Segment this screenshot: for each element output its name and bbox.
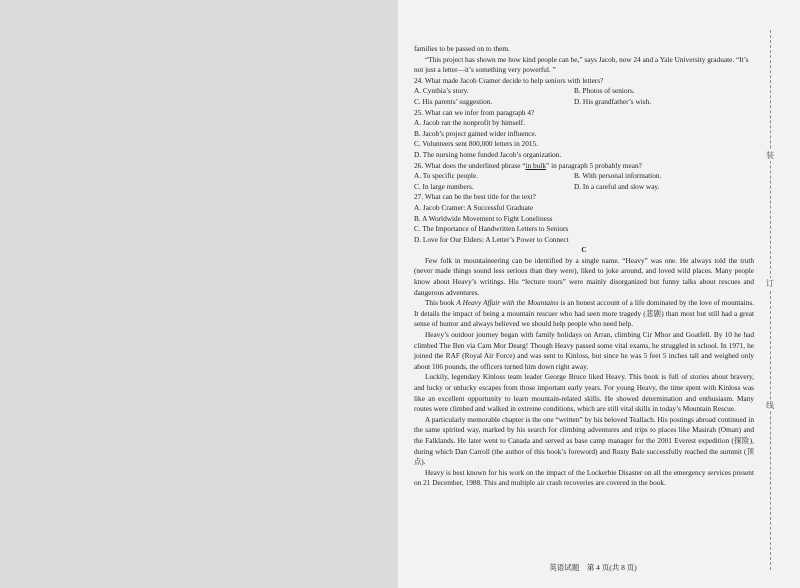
option-d: D. Love for Our Elders: A Letter’s Power to Connect	[414, 234, 569, 244]
question-stem: 27. What can be the best title for the text?	[414, 192, 536, 202]
question-27	[414, 192, 754, 245]
question-25	[414, 108, 754, 161]
page-footer: 英语试题 第 4 页(共 8 页)	[549, 563, 637, 572]
stem-part: ” in paragraph 5 probably mean?	[546, 160, 642, 170]
option-d: D. The nursing home funded Jacob’s organization.	[414, 149, 562, 159]
option-c: C. His parents’ suggestion.	[414, 96, 493, 106]
question-24	[414, 76, 754, 108]
option-b: B. Jacob’s project gained wider influence.	[414, 128, 537, 138]
option-b: B. Photos of seniors.	[574, 86, 635, 96]
passage-paragraph: Heavy’s outdoor journey began with family holidays on Arran, climbing Cir Mhor and Goatfell. By 10 he had climbed The Ben via Carn Mor Dearg! Though Heavy passed some vital exams, he struggled in school. In 1971, he joined the RAF (Royal Air Force) and was sent to Kinloss, but since he was 5 feet 5 inches tall and weighed only about 106 pounds, the officers turned him down right away.	[414, 330, 754, 371]
question-stem	[414, 161, 754, 172]
option-c: C. In large numbers.	[414, 181, 474, 191]
option-b: B. With personal information.	[574, 171, 662, 181]
option-b: B. A Worldwide Movement to Fight Loneliness	[414, 213, 553, 223]
option-c: C. The Importance of Handwritten Letters to Seniors	[414, 224, 569, 234]
passage-quote: “This project has shown me how kind people can be,” says Jacob, now 24 and a Yale University graduate. “It’s not just a letter—it’s something very powerful. ”	[414, 54, 749, 75]
passage-paragraph: Heavy is best known for his work on the impact of the Lockerbie Disaster on all the emergency services present on 21 December, 1988. This and multiple air crash recoveries are covered in the book.	[414, 467, 754, 488]
passage-paragraph: A particularly memorable chapter is the one “written” by his beloved Teallach. His postings abroad continued in the same spirited way, marked by his search for climbing adventures and trips to places like Masirah (Oman) and the Falklands. He later went to Canada and served as base camp manager for the 2001 Everest expedition (探险), during which Dan Carroll (the author of this book’s foreword) and Rusty Bale successfully reached the summit (顶点).	[414, 414, 754, 467]
option-d: D. His grandfather’s wish.	[574, 96, 652, 106]
binding-line	[770, 30, 771, 570]
option-a: A. Cynthia’s story.	[414, 86, 469, 96]
passage-paragraph: Luckily, legendary Kinloss team leader George Bruce liked Heavy. This book is full of stories about bravery, and lucky or unlucky escapes from those important early years. For young Heavy, the time spent with Kinloss was like an excellent opportunity to learn mountain-related skills. He showed determination and enthusiasm. Many routes were climbed and walked in extreme conditions, which are still vital skills in today’s Mountain Rescue.	[414, 372, 754, 414]
option-a: A. To specific people.	[414, 171, 478, 181]
question-26	[414, 161, 754, 193]
exam-page	[398, 0, 800, 588]
question-stem: 24. What made Jacob Cramer decide to help seniors with letters?	[414, 75, 604, 85]
option-d: D. In a careful and slow way.	[574, 181, 660, 191]
binding-mark: 订	[766, 279, 774, 288]
binding-mark: 线	[766, 401, 774, 410]
option-a: A. Jacob Cramer: A Successful Graduate	[414, 202, 534, 212]
text-part: is an honest account of a life dominated by the love of mountains. It details the impact of being a mountain rescuer who had seen more tragedy (悲剧) than most but still had a great sense of humor and always believed we should help people who need help.	[414, 298, 754, 329]
stem-part: 26. What does the underlined phrase “	[414, 160, 526, 170]
passage-paragraph: Few folk in mountaineering can be identified by a single name. “Heavy” was one. He always told the truth (never made things sound less serious than they were), liked to joke around, and loved wild places. Many people know about Heavy’s writings. His “lecture tours” were mainly disorganized but funny talks about rescues and dangerous adventures.	[414, 255, 754, 297]
underlined-phrase: in bulk	[525, 160, 546, 170]
text-part: This book	[424, 298, 457, 308]
section-heading: C	[581, 245, 587, 255]
question-stem: 25. What can we infer from paragraph 4?	[414, 107, 535, 117]
binding-mark: 装	[766, 151, 774, 160]
page-content	[414, 44, 754, 489]
option-a: A. Jacob ran the nonprofit by himself.	[414, 118, 526, 128]
passage-paragraph	[414, 298, 754, 330]
passage-line: families to be passed on to them.	[414, 44, 510, 53]
blank-left-page	[0, 0, 398, 588]
option-c: C. Volunteers sent 800,000 letters in 2015.	[414, 139, 538, 149]
book-title: A Heavy Affair with the Mountains	[456, 298, 559, 308]
